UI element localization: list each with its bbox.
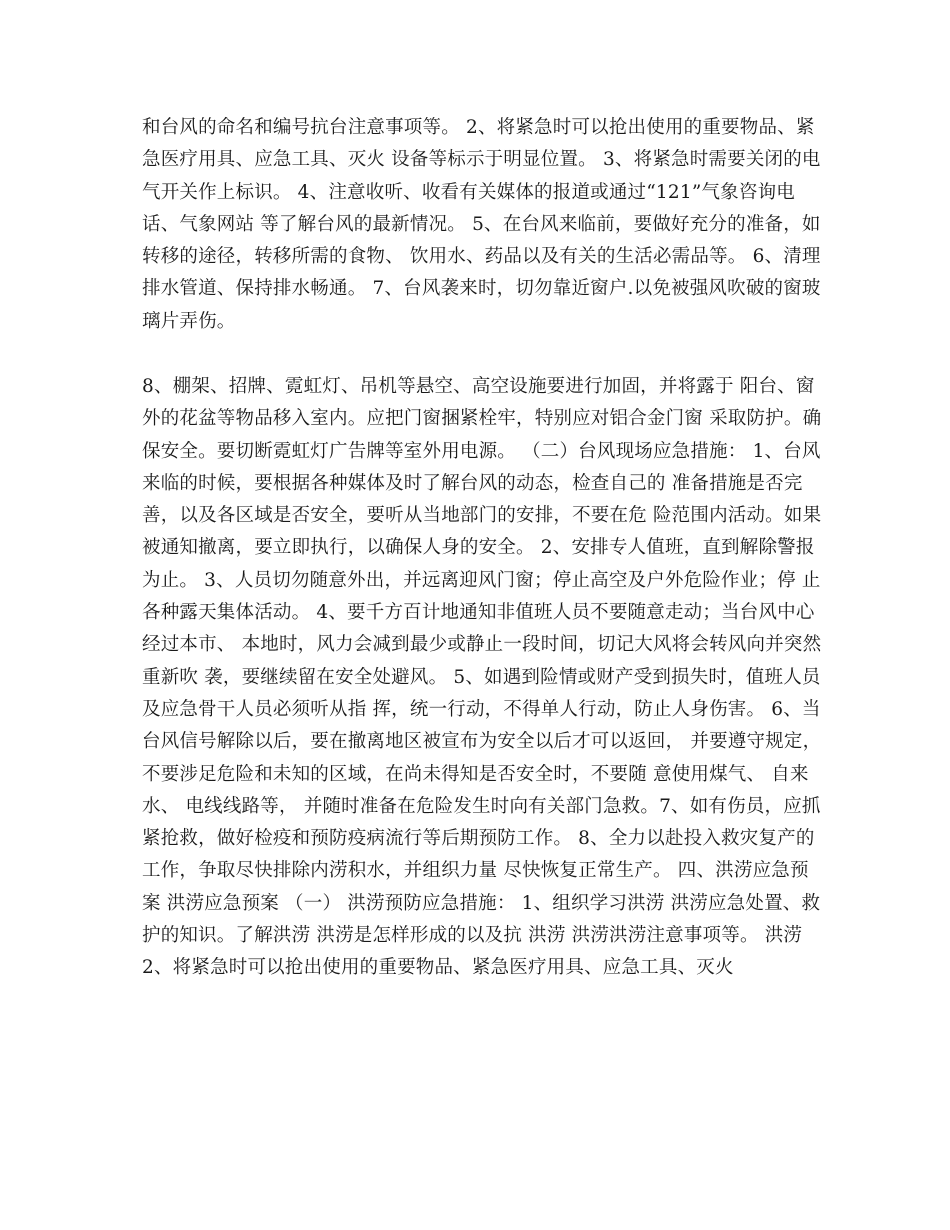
body-paragraph-2: 8、棚架、招牌、霓虹灯、吊机等悬空、高空设施要进行加固，并将露于 阳台、窗外的花盆等物品移入室内。应把门窗捆紧栓牢，特别应对铝合金门窗 采取防护。确保安全。要切断霓虹灯广告牌等室外用电源。 （二）台风现场应急措施： 1、台风来临的时候，要根据各种媒体及时了解台风的动态，检查自己的 准备措施是否完善，以及各区域是否安全，要听从当地部门的安排，不要在危 险范围内活动。如果被通知撤离，要立即执行，以确保人身的安全。 2、安排专人值班，直到解除警报为止。 3、人员切勿随意外出，并远离迎风门窗；停止高空及户外危险作业；停 止各种露天集体活动。 4、要千方百计地通知非值班人员不要随意走动；当台风中心经过本市、 本地时，风力会减到最少或静止一段时间，切记大风将会转风向并突然重新吹 袭，要继续留在安全处避风。 5、如遇到险情或财产受到损失时，值班人员及应急骨干人员必须听从指 挥，统一行动，不得单人行动，防止人身伤害。 6、当台风信号解除以后，要在撤离地区被宣布为安全以后才可以返回， 并要遵守规定，不要涉足危险和未知的区域，在尚未得知是否安全时，不要随 意使用煤气、 自来水、 电线线路等， 并随时准备在危险发生时向有关部门急救。7、如有伤员，应抓紧抢救，做好检疫和预防疫病流行等后期预防工作。 8、全力以赴投入救灾复产的工作，争取尽快排除内涝积水，并组织力量 尽快恢复正常生产。 四、洪涝应急预案 洪涝应急预案 （一） 洪涝预防应急措施： 1、组织学习洪涝 洪涝应急处置、救护的知识。了解洪涝 洪涝是怎样形成的以及抗 洪涝 洪涝洪涝注意事项等。 洪涝 2、将紧急时可以抢出使用的重要物品、紧急医疗用具、应急工具、灭火 bbox=[142, 376, 822, 979]
body-paragraph-1: 和台风的命名和编号抗台注意事项等。 2、将紧急时可以抢出使用的重要物品、紧急医疗用具、应急工具、灭火 设备等标示于明显位置。 3、将紧急时需要关闭的电气开关作上标识。 4、注意收听、收看有关媒体的报道或通过“121”气象咨询电话、气象网站 等了解台风的最新情况。 5、在台风来临前，要做好充分的准备，如转移的途径，转移所需的食物、 饮用水、药品以及有关的生活必需品等。 6、清理排水管道、保持排水畅通。 7、台风袭来时，切勿靠近窗户.以免被强风吹破的窗玻璃片弄伤。 bbox=[142, 117, 821, 332]
